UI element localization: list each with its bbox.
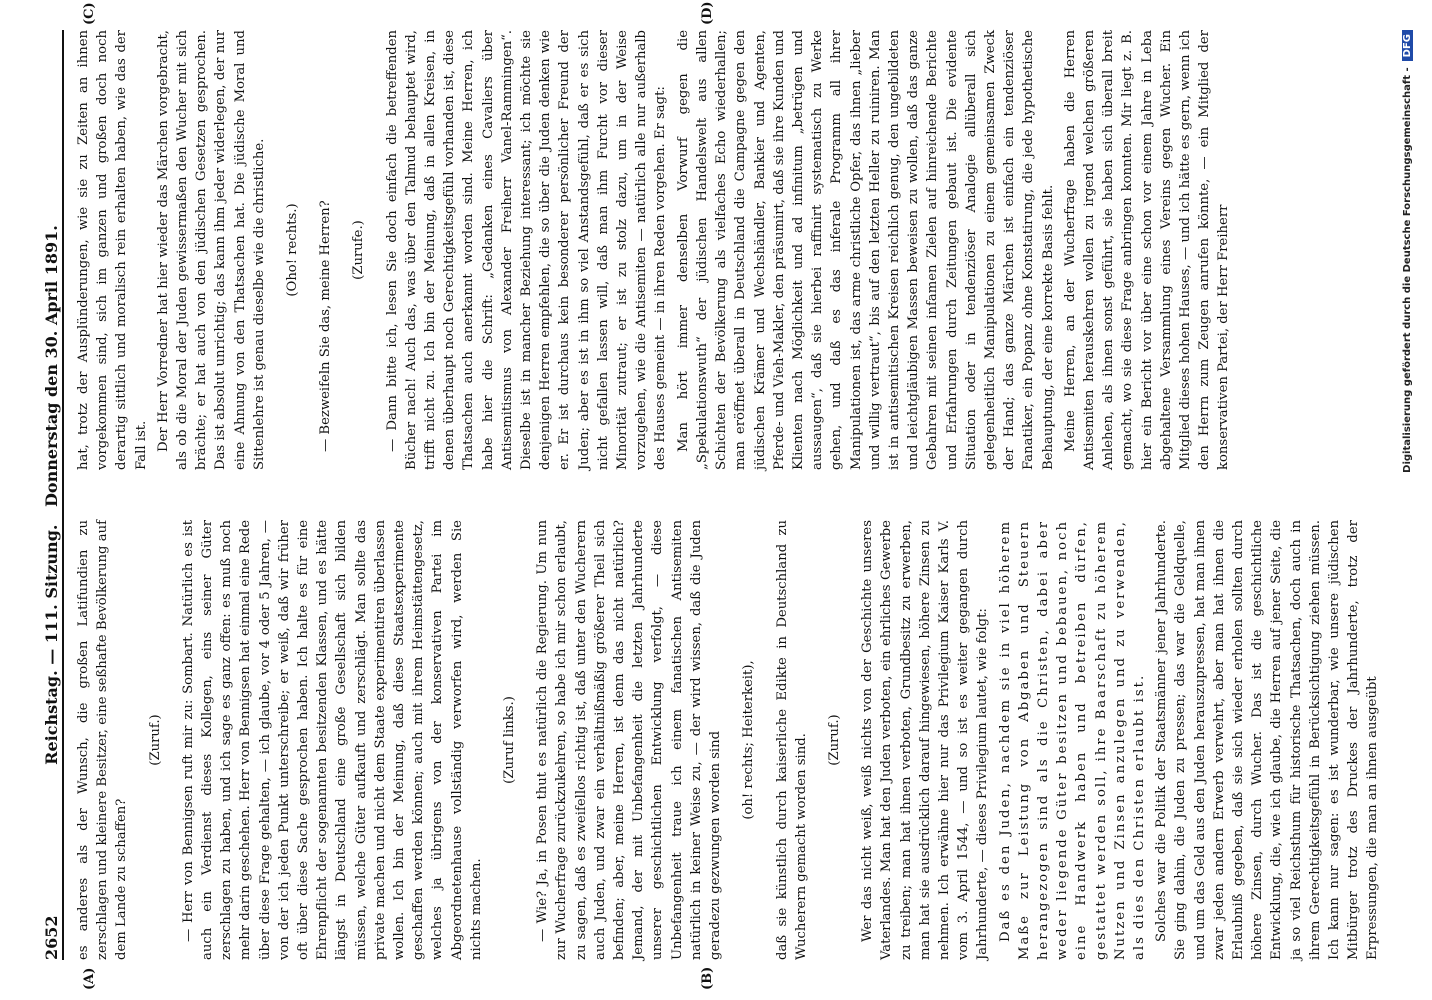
margin-marker-b: (B)	[700, 966, 715, 990]
session-date: Donnerstag den 30. April 1891.	[42, 225, 61, 507]
interjection: (Zurufe.)	[351, 220, 367, 280]
header-rule	[62, 30, 64, 960]
digitization-credit	[1402, 30, 1413, 960]
paragraph: hat, trotz der Ausplünderungen, wie sie zu Zeiten an ihnen vorgekommen sind, sich im ganzen und großen doch noch derartig sittlich und moralisch rein erhalten haben, wie das der Fall ist.	[76, 30, 149, 470]
right-column	[74, 30, 1374, 470]
session-title: Reichstag. — 111. Sitzung.	[42, 524, 61, 765]
credit-text: Digitalisierung gefördert durch die Deutsche Forschungsgemeinschaft -	[1402, 67, 1413, 473]
dfg-logo: DFG	[1402, 30, 1413, 61]
paragraph: Meine Herren, an der Wucherfrage haben die Herren Antisemiten herauskehren wollen zu irgend welchen größeren Anlehen, als ihnen sonst geführt, sie haben sich überall breit gemacht, wo sie diese Frage anbringen konnten. Mir liegt z. B. hier ein Bericht vor über eine schon vor einem Jahre in Leba abgehaltene Versammlung eines Vereins gegen Wucher. Ein Mitglied dieses hohen Hauses, — und ich hätte es gern, wenn ich den Herrn zum Zeugen anrufen könnte, — ein Mitglied der konservativen Partei, der Herr Freiherr	[1062, 30, 1232, 470]
paragraph: Solches war die Politik der Staatsmänner jener Jahrhunderte. Sie ging dahin, die Juden zu pressen; das war die Geldquelle, und um das Geld aus den Juden herauszupressen, hat man ihnen zwar jeden andern Erwerb verwehrt, aber man hat ihnen die Erlaubniß gegeben, daß sie sich wieder erholen sollten durch höhere Zinsen, durch Wucher. Das ist die geschichtliche Entwicklung, die, wie ich glaube, die Herren auf jener Seite, die ja so viel Reichsthum für historische Thatsachen, doch auch in ihrem Gerechtigkeitsgefühl in Berücksichtigung ziehen müssen. Ich kann nur sagen: es ist wunderbar, wie unsere jüdischen Mitbürger trotz des Druckes der Jahrhunderte, trotz der Erpressungen, die man an ihnen ausgeübt	[1154, 520, 1381, 960]
interjection: (oh! rechts; Heiterkeit),	[741, 660, 757, 820]
paragraph: es anderes als der Wunsch, die großen Latifundien zu zerschlagen und kleinere Besitzer, eine seßhafte Bevölkerung auf dem Lande zu schaffen?	[76, 520, 130, 960]
paragraph: Wer das nicht weiß, weiß nichts von der Geschichte unseres Vaterlandes. Man hat den Juden verboten, ein ehrliches Gewerbe zu treiben; man hat ihnen verboten, Grundbesitz zu erwerben, man hat sie ausdrücklich darauf hingewiesen, höhere Zinsen zu nehmen. Ich erwähne hier nur das Privilegium Kaiser Karls V. vom 3. April 1544, — und so ist es weiter gegangen durch Jahrhunderte, — dieses Privilegium lautet, wie folgt:	[860, 520, 991, 960]
left-column	[74, 520, 1381, 960]
margin-marker-c: (C)	[82, 2, 97, 25]
margin-marker-d: (D)	[700, 1, 715, 25]
paragraph: — Dann bitte ich, lesen Sie doch einfach die betreffenden Bücher nach! Auch das, was über den Talmud behauptet wird, trifft nicht zu. Ich bin der Meinung, daß in allen Kreisen, in denen überhaupt noch Gerechtigkeitsgefühl vorhanden ist, diese Thatsachen auch anerkannt worden sind. Meine Herren, ich habe hier die Schrift: „Gedanken eines Cavaliers über Antisemitismus von Alexander Freiherr Vanel-Rammingen“. Dieselbe ist in mancher Beziehung interessant; ich möchte sie denjenigen Herren empfehlen, die so über die Juden denken wie er. Er ist durchaus kein besonderer persönlicher Freund der Juden; aber es ist in ihm so viel Anstandsgefühl, daß er es sich nicht gefallen lassen will, daß man ihm Furcht vor dieser Minorität zutraut; er ist zu stolz dazu, um in der Weise vorzugehen, wie die Antisemiten — natürlich alle nur außerhalb des Hauses gemeint — in ihren Reden vorgehen. Er sagt:	[384, 30, 669, 470]
quoted-passage: Man hört immer denselben Vorwurf gegen die „Spekulationswuth“ der jüdischen Handelswelt aus allen Schichten der Bevölkerung als vielfaches Echo wiederhallen; man eröffnet überall in Deutschland die Campagne gegen den jüdischen Krämer und Wechshändler, Bankier und Agenten, Pferde- und Vieh-Makler, den präsumirt, daß sie ihre Kunden und Klienten nach Möglichkeit und ad infinitum „betrügen und aussaugen“, daß sie hierbei raffinirt systematisch zu Werke gehen, und daß es das inferale Programm all ihrer Manipulationen ist, das arme christliche Opfer, das ihnen „lieber und willig vertraut“, bis auf den letzten Heller zu ruiniren. Man ist in antisemitischen Kreisen reichlich genug, den ungebildeten und leichtgläubigen Massen beweisen zu wollen, daß das ganze Gebahren mit seinen infamen Zielen auf hinreichende Berichte und Erfahrungen durch Zeitungen gebaut ist. Die evidente Situation oder in tendenziöser Analogie allüberall sich gelegenheitlich Manipulationen zu einem gemeinsamen Zweck der Hand; das ganze Märchen ist einfach ein tendenziöser Fanatiker, ein Popanz ohne Konstatirung, die jede hypothetische Behauptung, der eine korrekte Basis fehlt.	[675, 30, 1056, 470]
header-title-line	[42, 30, 61, 960]
interjection: (Zuruf.)	[147, 714, 163, 766]
interjection: (Zuruf links.)	[502, 696, 518, 784]
paragraph: daß sie künstlich durch kaiserliche Edikte in Deutschland zu Wucherern gemacht worden sind.	[774, 520, 809, 960]
interjection: (Zuruf.)	[826, 714, 842, 766]
paragraph: — Herr von Bennigsen ruft mir zu: Sombart. Natürlich es ist auch ein Verdienst dieses Kollegen, eins seiner Güter zerschlagen zu haben, und ich sage es ganz offen: es muß noch mehr darin geschehen. Herr von Bennigsen hat einmal eine Rede über diese Frage gehalten, — ich glaube, vor 4 oder 5 Jahren, — von der ich jeden Punkt unterschreibe; er weiß, daß wir früher oft über diese Sache gesprochen haben. Ich halte es für eine Ehrenpflicht der sogenannten besitzenden Klassen, und es hätte längst in Deutschland eine große Gesellschaft sich bilden müssen, welche Güter aufkauft und zerschlägt. Man sollte das private machen und nicht dem Staate experimentiren überlassen wollen. Ich bin der Meinung, daß diese Staatsexperimente geschaffen werden können; auch mit ihrem Heimstättengesetz, welches ja übrigens von der konservativen Partei im Abgeordnetenhause vollständig verworfen wird, werden Sie nichts machen.	[180, 520, 484, 960]
paragraph: — Bezweifeln Sie das, meine Herren?	[318, 200, 334, 452]
page-number: 2652	[42, 915, 61, 960]
quoted-privilege: Daß es den Juden, nachdem sie in viel höherem Maße zur Leistung von Abgaben und Steuern herangezogen sind als die Christen, dabei aber weder liegende Güter besitzen und bebauen, noch eine Handwerk haben und betreiben dürfen, gestattet werden soll, ihre Baarschaft zu höherem Nutzen und Zinsen anzulegen und zu verwenden, als dies den Christen erlaubt ist.	[997, 520, 1147, 960]
margin-marker-a: (A)	[82, 967, 97, 990]
interjection: (Oho! rechts.)	[285, 203, 301, 297]
paragraph: — Wie? Ja, in Posen thut es natürlich die Regierung. Um nun zur Wucherfrage zurückzukehren, so habe ich mir schon erlaubt, zu sagen, daß es zweifellos richtig ist, daß unter den Wucherern auch Juden, und zwar ein verhältnißmäßig größerer Theil sich befinden; aber, meine Herren, ist denn das nicht natürlich? Jemand, der mit Unbefangenheit die letzten Jahrhunderte unserer geschichtlichen Entwicklung verfolgt, — diese Unbefangenheit traue ich einem fanatischen Antisemiten natürlich in keiner Weise zu, — der wird wissen, daß die Juden geradezu gezwungen worden sind	[535, 520, 724, 960]
paragraph: Der Herr Vorredner hat hier wieder das Märchen vorgebracht, als ob die Moral der Juden gewissermaßen den Wucher mit sich brächte; er hat auch von den jüdischen Gesetzen gesprochen. Das ist absolut unrichtig; das kann ihm jeder widerlegen, der nur eine Ahnung von den Thatsachen hat. Die jüdische Moral und Sittenlehre ist genau dieselbe wie die christliche.	[155, 30, 267, 470]
